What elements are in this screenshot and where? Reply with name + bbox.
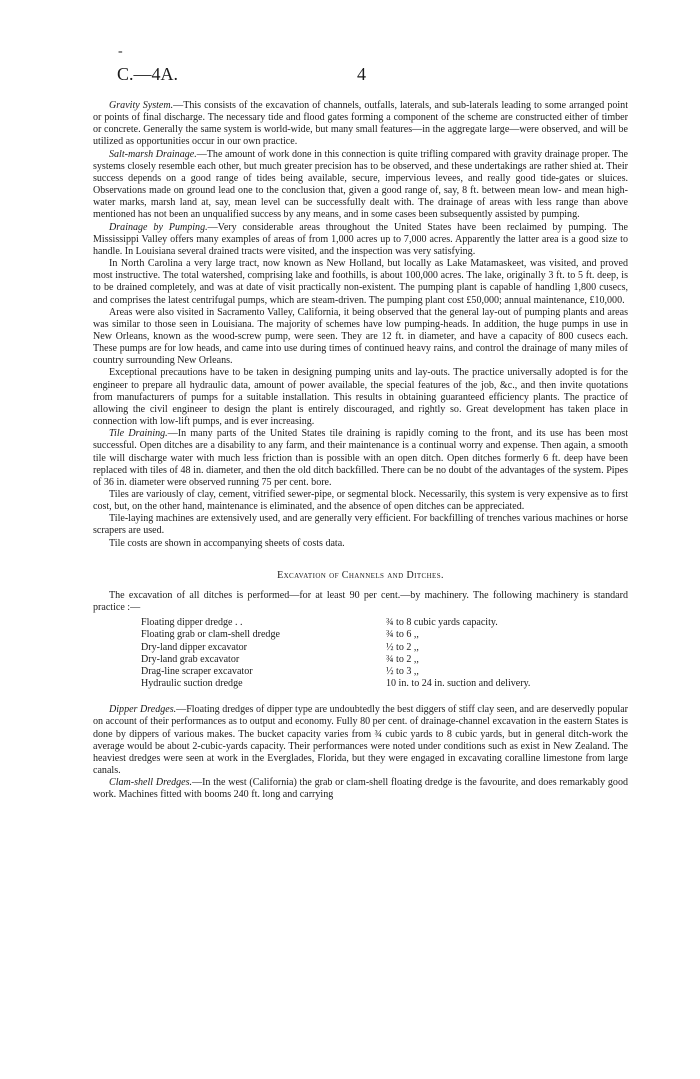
machinery-row — [141, 617, 628, 629]
machine-name: Hydraulic suction dredge — [141, 678, 243, 690]
machine-capacity: ¾ to 6 ,, — [386, 629, 419, 641]
machinery-list — [141, 617, 628, 690]
paragraph-text: Areas were also visited in Sacramento Valley, California, it being observed that the general lay-out of pumping plants and areas was similar to those seen in Louisiana. The majority of schemes have low pumping-heads. In addition, the huge pumps in use in New Orleans, known as the wood-screw pump, were seen. They are 12 ft. in diameter, and have a capacity of 800 cusecs each. These pumps are for low heads, and came into use during times of continued heavy rains, and control the drainage of many miles of country surrounding New Orleans. — [93, 306, 628, 367]
machine-name: Floating dipper dredge . . — [141, 617, 243, 629]
paragraph-drainage-by-pumping — [93, 222, 628, 258]
paragraph-text: —This consists of the excavation of channels, outfalls, laterals, and sub-laterals leading to some arranged point or points of final discharge. The necessary tide and flood gates forming a component of the scheme are constructed either of timber or concrete. Generally the same system is world-wide, but many small features—in the aggregate large—were observed, and will be utilized as opportunities occur in our own practice. — [93, 100, 628, 148]
document-body — [93, 100, 628, 801]
machine-capacity: 10 in. to 24 in. suction and delivery. — [386, 678, 531, 690]
document-reference: C.—4A. — [117, 64, 179, 84]
machine-capacity: ½ to 2 ,, — [386, 641, 419, 653]
paragraph-heading: Salt-marsh Drainage. — [109, 148, 197, 160]
paragraph-text: The excavation of all ditches is performed—for at least 90 per cent.—by machinery. The following machinery is standard practice :— — [93, 589, 628, 614]
paragraph-tile-laying-machines — [93, 513, 628, 537]
paragraph-dipper-dredges — [93, 704, 628, 777]
paragraph-tile-draining — [93, 428, 628, 489]
paragraph-text: Tile costs are shown in accompanying sheets of costs data. — [109, 537, 345, 549]
machinery-row — [141, 678, 628, 690]
margin-mark: - — [118, 44, 123, 59]
machine-name: Dry-land dipper excavator — [141, 641, 248, 653]
machinery-row — [141, 642, 628, 654]
machinery-row — [141, 666, 628, 678]
paragraph-text: —In the west (California) the grab or clam-shell floating dredge is the favourite, and does remarkably good work. Machines fitted with booms 240 ft. long and carrying — [93, 777, 628, 801]
paragraph-gravity-system — [93, 100, 628, 149]
paragraph-heading: Clam-shell Dredges. — [109, 777, 193, 789]
machine-name: Dry-land grab excavator — [141, 653, 240, 665]
machine-name: Drag-line scraper excavator — [141, 665, 253, 677]
page-number: 4 — [357, 64, 366, 84]
paragraph-tile-costs — [93, 538, 628, 550]
machine-capacity: ¾ to 2 ,, — [386, 653, 419, 665]
section-title-excavation: Excavation of Channels and Ditches. — [277, 569, 444, 581]
paragraph-text: Tiles are variously of clay, cement, vitrified sewer-pipe, or segmental block. Necessarily, this system is very expensive as to first cost, but, on the other hand, maintenance is eliminated, and the absence of open ditches can be appreciated. — [93, 489, 628, 513]
paragraph-heading: Dipper Dredges. — [109, 704, 177, 716]
paragraph-excavation-intro — [93, 590, 628, 614]
paragraph-heading: Gravity System. — [109, 100, 174, 111]
paragraph-precautions — [93, 367, 628, 428]
machine-name: Floating grab or clam-shell dredge — [141, 629, 280, 641]
paragraph-text: In North Carolina a very large tract, now known as New Holland, but locally as Lake Matamaskeet, was visited, and proved most instructive. The total watershed, comprising lake and foothills, is about 100,000 acres. The lake, originally 3 ft. to 5 ft. deep, is to be drained completely, and was at date of visit practically non-existent. The pumping plant is capable of handling 1,800 cusecs, and comprises the latest centrifugal pumps, which are steam-driven. The pumping plant cost £50,000; annual maintenance, £10,000. — [93, 258, 628, 306]
paragraph-text: —Very considerable areas throughout the United States have been reclaimed by pumping. The Mississippi Valley offers many examples of areas of from 1,000 acres up to 7,000 acres. Apparently the latter area is a good size to handle. In Louisiana several drained tracts were visited, and the inspection was very satisfying. — [93, 221, 628, 257]
paragraph-heading: Drainage by Pumping. — [109, 221, 208, 233]
paragraph-tile-materials — [93, 489, 628, 513]
machinery-row — [141, 654, 628, 666]
paragraph-heading: Tile Draining. — [109, 428, 168, 440]
paragraph-text: —Floating dredges of dipper type are undoubtedly the best diggers of stiff clay seen, and are deservedly popular on account of their performances as to output and economy. Fully 80 per cent. of drainage-channel excavation in the eastern States is done by dippers of various makes. The bucket capacity varies from ¾ cubic yards to 8 cubic yards, but in general ditch-work the average would be about 2-cubic-yards capacity. Their performances were noted under conditions such as exist in New Zealand. The heaviest dredges were seen at work in the Everglades, Florida, but they were engaged in excavating coralline limestone from large canals. — [93, 704, 629, 776]
paragraph-salt-marsh-drainage — [93, 149, 628, 222]
paragraph-text: —The amount of work done in this connection is quite trifling compared with gravity drainage proper. The systems closely resemble each other, but much greater precision has to be observed, and these undertakings are rather shied at. Their success depends on a good range of tides being available, secure, impervious levees, and really good tide-gates or sluices. Observations made on ground lead one to the conclusion that, given a good range of, say, 8 ft. between mean low- and mean high-water marks, marsh land at, say, mean level can be successfully dealt with. The drainage of areas with less range than above mentioned has not been an unqualified success by any means, and in some cases been subsequently assisted by pumping. — [93, 148, 628, 221]
machine-capacity: ¾ to 8 cubic yards capacity. — [386, 617, 498, 629]
paragraph-clam-shell-dredges — [93, 777, 628, 801]
page-header — [117, 64, 627, 88]
machine-capacity: ½ to 3 ,, — [386, 665, 419, 677]
paragraph-text: —In many parts of the United States tile draining is rapidly coming to the front, and its use has been most successful. Open ditches are a disability to any farm, and their maintenance is a continual worry and expense. Then again, a smooth tile will discharge water with much less friction than is possible with an open ditch. Open ditches formerly 6 ft. deep have been replaced with tiles of 48 in. diameter, and then the old ditch backfilled. There can be no doubt of the advantages of the system. Pipes of 36 in. diameter were observed running 75 per cent. bore. — [93, 428, 628, 488]
paragraph-sacramento-valley — [93, 307, 628, 368]
paragraph-north-carolina — [93, 258, 628, 307]
paragraph-text: Tile-laying machines are extensively used, and are generally very efficient. For backfilling of trenches various machines or horse scrapers are used. — [93, 513, 628, 537]
machinery-row — [141, 629, 628, 641]
paragraph-text: Exceptional precautions have to be taken in designing pumping units and lay-outs. The practice universally adopted is for the engineer to prepare all hydraulic data, amount of power available, the special features of the job, &c., and then invite quotations from manufacturers of pumps for a suitable installation. This results in obtaining guaranteed efficiency plants. The practice of allowing the civil engineer to design the plant is entirely discouraged, and rightly so. Great development has taken place in connection with low-lift pumps, and is ever increasing. — [93, 367, 628, 428]
